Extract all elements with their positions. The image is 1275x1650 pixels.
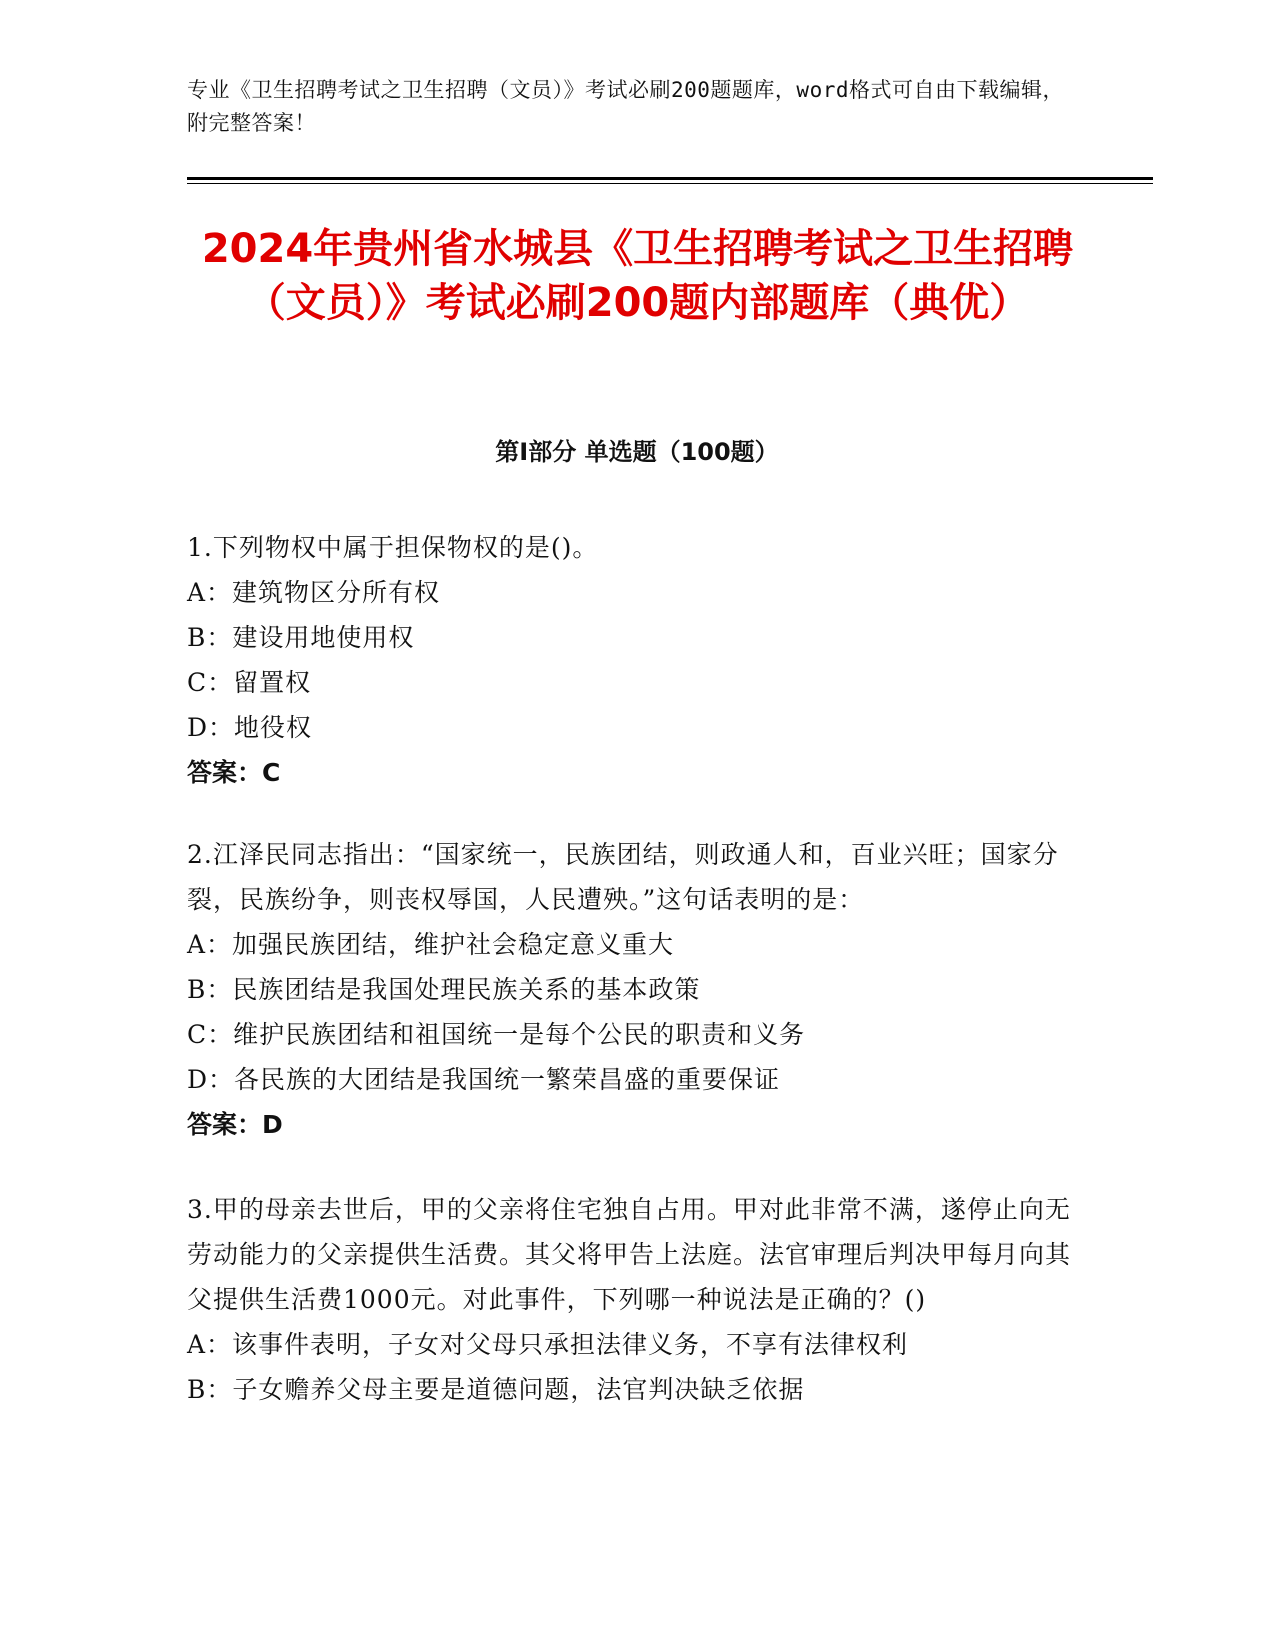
question-stem: 2.江泽民同志指出：“国家统一，民族团结，则政通人和，百业兴旺；国家分裂，民族纷争，则丧权辱国，人民遭殃。”这句话表明的是： — [187, 840, 1059, 914]
question-2 — [187, 832, 1087, 1147]
question-stem: 1.下列物权中属于担保物权的是()。 — [187, 533, 599, 562]
header-rule-thick — [187, 177, 1153, 180]
question-3 — [187, 1187, 1087, 1412]
option-c: C：维护民族团结和祖国统一是每个公民的职责和义务 — [187, 1020, 806, 1049]
option-a: A：该事件表明，子女对父母只承担法律义务，不享有法律权利 — [187, 1330, 909, 1359]
option-b: B：民族团结是我国处理民族关系的基本政策 — [187, 975, 701, 1004]
answer-line: 答案：C — [187, 758, 281, 787]
option-c: C：留置权 — [187, 668, 312, 697]
section-heading: 第I部分 单选题（100题） — [495, 438, 779, 466]
header-note: 专业《卫生招聘考试之卫生招聘（文员）》考试必刷200题题库，word格式可自由下载编辑，附完整答案！ — [187, 78, 1064, 135]
answer-line: 答案：D — [187, 1110, 283, 1139]
header-rule-thin — [187, 183, 1153, 184]
option-b: B：子女赡养父母主要是道德问题，法官判决缺乏依据 — [187, 1375, 805, 1404]
option-a: A：建筑物区分所有权 — [187, 578, 441, 607]
option-a: A：加强民族团结，维护社会稳定意义重大 — [187, 930, 675, 959]
document-title: 2024年贵州省水城县《卫生招聘考试之卫生招聘（文员）》考试必刷200题内部题库（典优） — [201, 226, 1074, 326]
option-b: B：建设用地使用权 — [187, 623, 415, 652]
option-d: D：地役权 — [187, 713, 313, 742]
option-d: D：各民族的大团结是我国统一繁荣昌盛的重要保证 — [187, 1065, 781, 1094]
question-stem: 3.甲的母亲去世后，甲的父亲将住宅独自占用。甲对此非常不满，遂停止向无劳动能力的父亲提供生活费。其父将甲告上法庭。法官审理后判决甲每月向其父提供生活费1000元。对此事件，下列哪一种说法是正确的？() — [187, 1195, 1072, 1314]
question-1 — [187, 525, 1087, 795]
